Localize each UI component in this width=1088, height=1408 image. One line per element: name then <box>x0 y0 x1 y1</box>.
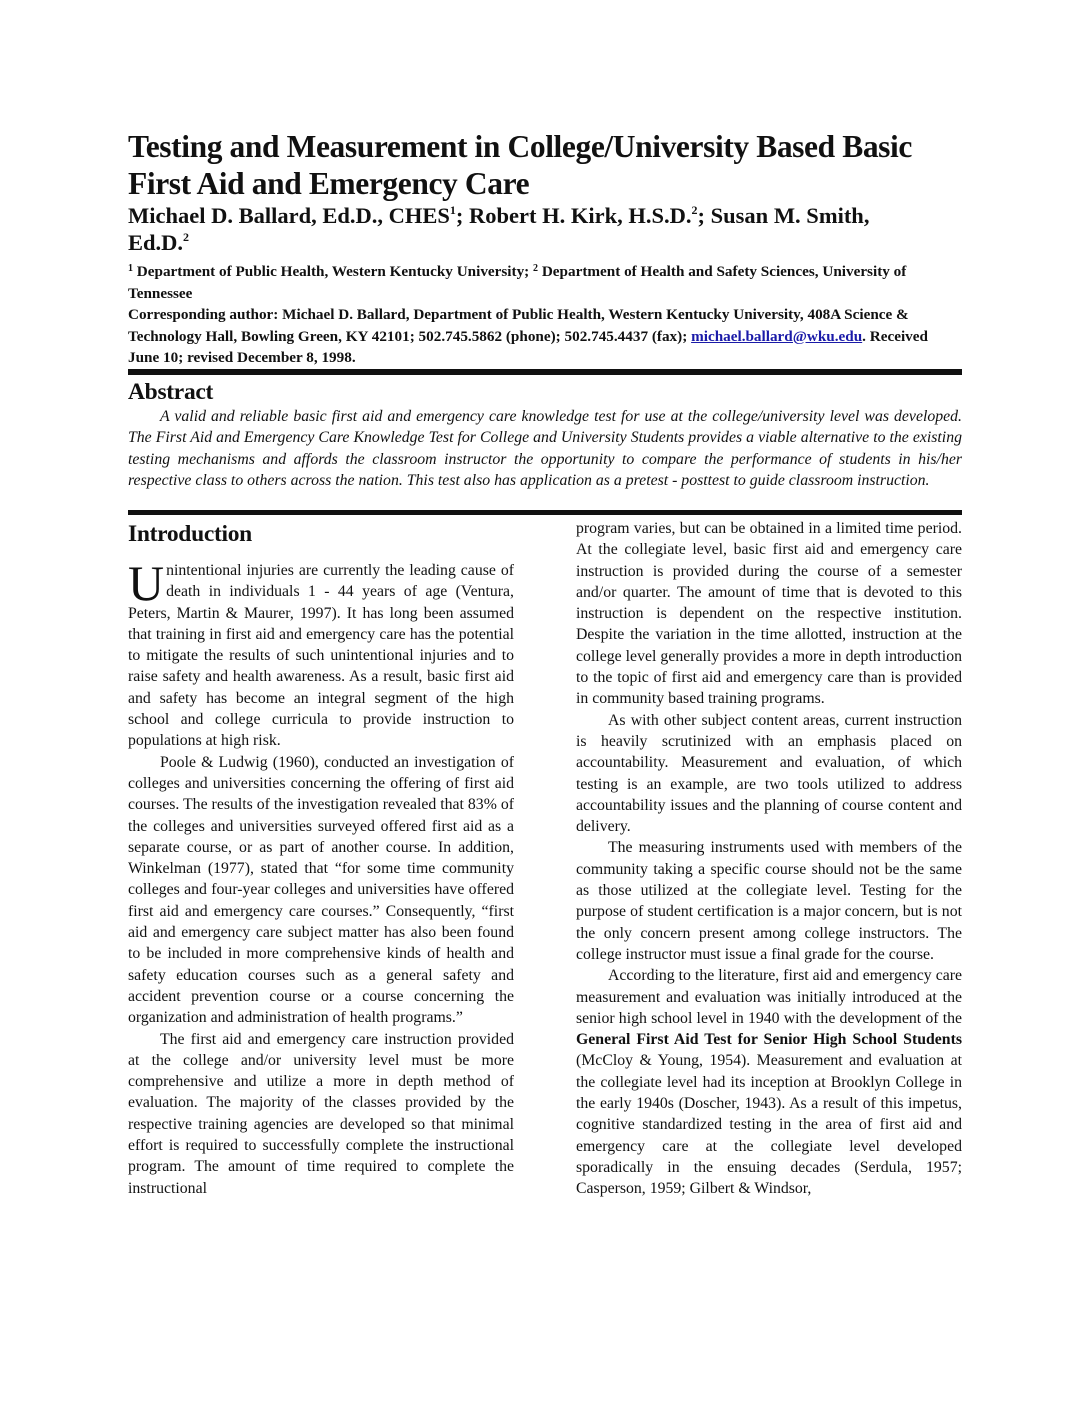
intro-paragraph-3-continued: program varies, but can be obtained in a limited time period. At the collegiate level, basic first aid and emergency care instruction is provided during the course of a semester and/or quarter. The amount of time that is devoted to this instruction is dependent on the respective institution. Despite the variation in the time allotted, instruction at the college level generally provides a more in depth introduction to the topic of first aid and emergency care than is provided in community based training programs. <box>576 520 962 708</box>
left-column <box>128 520 514 1199</box>
intro-paragraph-3: The first aid and emergency care instruction provided at the college and/or university level must be more comprehensive and utilize a more in depth method of evaluation. The majority of the classes provided by the respective training agencies are developed so that minimal effort is required to successfully complete the instructional program. The amount of time required to complete the instructional <box>128 1030 514 1197</box>
corresponding-author-text: Corresponding author: Michael D. Ballard, Department of Public Health, Western Kentucky University, 408A Science & Technology Hall, Bowling Green, KY 42101; 502.745.5862 (phone); 502.745.4437 (fax); <box>128 306 909 345</box>
body-columns <box>128 520 962 1300</box>
introduction-heading: Introduction <box>128 521 252 547</box>
affiliation-2: Department of Health and Safety Sciences, University of Tennessee <box>128 263 907 302</box>
affiliation-1: Department of Public Health, Western Kentucky University; <box>133 263 534 280</box>
paper-page <box>128 128 962 369</box>
intro-paragraph-6-part-b: (McCloy & Young, 1954). Measurement and evaluation at the collegiate level had its inception at Brooklyn College in the early 1940s (Doscher, 1943). As a result of this impetus, cognitive standardized testing in the area of first aid and emergency care at the collegiate level developed sporadically in the ensuing decades (Serdula, 1957; Casperson, 1959; Gilbert & Windsor, <box>576 1052 962 1198</box>
corresponding-author <box>128 304 962 369</box>
author-list <box>128 202 962 256</box>
title-line-1: Testing and Measurement in College/University Based Basic <box>128 129 912 164</box>
author-1: Michael D. Ballard, Ed.D., CHES <box>128 203 450 228</box>
intro-paragraph-4: As with other subject content areas, current instruction is heavily scrutinized with an emphasis placed on accountability. Measurement and evaluation, of which testing is an example, are two tools utilized to address accountability issues and the planning of course content and delivery. <box>576 711 962 836</box>
author-email-link[interactable]: michael.ballard@wku.edu <box>691 327 863 345</box>
drop-cap: U <box>128 555 165 611</box>
affiliation-mark-1: 1 <box>128 263 133 274</box>
author-3-degree: Ed.D. <box>128 230 184 255</box>
author-2-affiliation-mark: 2 <box>691 203 698 217</box>
affiliation-mark-2: 2 <box>533 263 539 274</box>
title-line-2: First Aid and Emergency Care <box>128 166 530 201</box>
affiliation-departments <box>128 261 962 304</box>
abstract-rule <box>128 510 962 515</box>
intro-paragraph-1 <box>128 555 514 752</box>
intro-paragraph-6-part-a: According to the literature, first aid and emergency care measurement and evaluation was initially introduced at the senior high school level in 1940 with the development of the <box>576 967 962 1027</box>
abstract-text: A valid and reliable basic first aid and emergency care knowledge test for use at the college/university level was developed. The First Aid and Emergency Care Knowledge Test for College and University Students provides a viable alternative to the existing testing mechanisms and affords the classroom instructor the opportunity to compare the performance of students in his/her respective class to others across the nation. This test also has application as a pretest - posttest to guide classroom instruction. <box>128 408 962 489</box>
author-separator-2: ; Susan M. Smith, <box>697 203 870 228</box>
author-2: Robert H. Kirk, H.S.D. <box>469 203 692 228</box>
paper-title <box>128 128 962 202</box>
abstract-heading: Abstract <box>128 379 214 405</box>
intro-paragraph-2: Poole & Ludwig (1960), conducted an investigation of colleges and universities concerning the offering of first aid courses. The results of the investigation revealed that 83% of the colleges and universities surveyed offered first aid as a separate course, or as part of another course. In addition, Winkelman (1977), stated that “for some time community colleges and four-year colleges and universities have offered first aid and emergency care courses.” Consequently, “first aid and emergency care subject matter has also been found to be included in more comprehensive kinds of health and safety education courses such as a general safety and accident prevention course or a course concerning the organization and administration of health programs.” <box>128 753 514 1027</box>
received-dates: . Received June 10; revised December 8, 1998. <box>128 327 928 366</box>
right-column <box>576 518 962 1200</box>
author-separator: ; <box>455 203 470 228</box>
author-3-affiliation-mark: 2 <box>183 230 190 244</box>
author-1-affiliation-mark: 1 <box>449 203 456 217</box>
intro-paragraph-5: The measuring instruments used with members of the community taking a specific course should not be the same as those utilized at the collegiate level. Testing for the purpose of student certification is a major concern, but is not the only concern present among college instructors. The college instructor must issue a final grade for the course. <box>576 839 962 963</box>
intro-paragraph-6 <box>576 965 962 1199</box>
header-rule <box>128 369 962 375</box>
affiliations <box>128 261 962 369</box>
test-title-bold: General First Aid Test for Senior High School Students <box>576 1031 962 1049</box>
abstract-section <box>128 378 962 491</box>
intro-paragraph-1-text: nintentional injuries are currently the leading cause of death in individuals 1 - 44 years of age (Ventura, Peters, Martin & Maurer, 1997). It has long been assumed that training in first aid and emergency care has the potential to mitigate the results of such unintentional injuries and to raise safety and health awareness. As a result, basic first aid and safety has become an integral segment of the high school and college curricula to provide instruction to populations at high risk. <box>128 562 514 750</box>
